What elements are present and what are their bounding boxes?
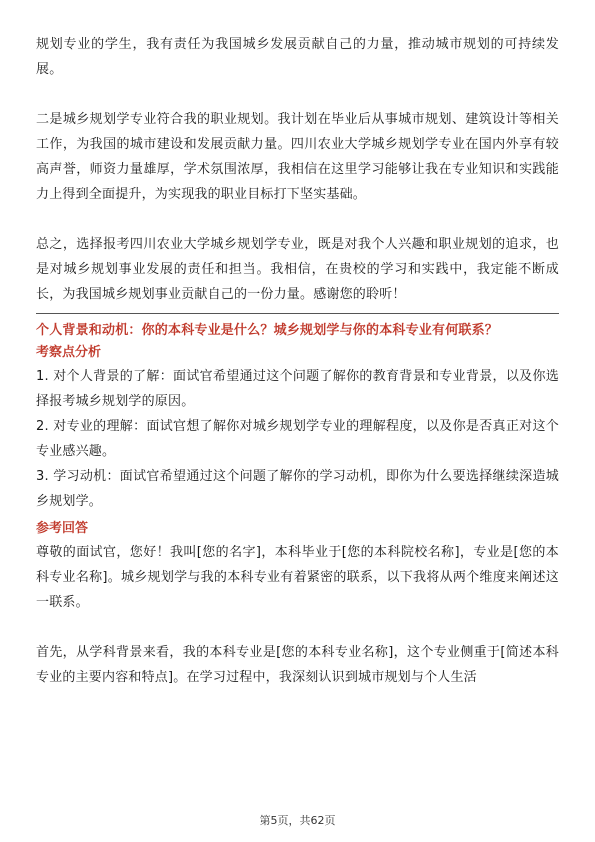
section-divider xyxy=(36,313,559,314)
question-title: 个人背景和动机：你的本科专业是什么？城乡规划学与你的本科专业有何联系？ xyxy=(36,323,499,338)
analysis-item: 3. 学习动机：面试官希望通过这个问题了解你的学习动机，即你为什么要选择继续深造城乡规划学。 xyxy=(36,469,559,509)
paragraph-spacer xyxy=(36,207,559,232)
paragraph-spacer xyxy=(36,82,559,107)
paragraph-spacer xyxy=(36,615,559,640)
analysis-heading: 考察点分析 xyxy=(36,345,102,360)
page-number-footer: 第5页，共62页 xyxy=(259,814,336,827)
intro-paragraph: 二是城乡规划学专业符合我的职业规划。我计划在毕业后从事城市规划、建筑设计等相关工作，为我国的城市建设和发展贡献力量。四川农业大学城乡规划学专业在国内外享有较高声誉，师资力量雄厚，学术氛围浓厚，我相信在这里学习能够让我在专业知识和实践能力上得到全面提升，为实现我的职业目标打下坚实基础。 xyxy=(36,112,559,202)
answer-paragraph: 尊敬的面试官，您好！我叫[您的名字]，本科毕业于[您的本科院校名称]，专业是[您的本科专业名称]。城乡规划学与我的本科专业有着紧密的联系，以下我将从两个维度来阐述这一联系。 xyxy=(36,545,559,610)
intro-paragraph: 总之，选择报考四川农业大学城乡规划学专业，既是对我个人兴趣和职业规划的追求，也是对城乡规划事业发展的责任和担当。我相信，在贵校的学习和实践中，我定能不断成长，为我国城乡规划事业贡献自己的一份力量。感谢您的聆听！ xyxy=(36,237,559,302)
intro-paragraph: 规划专业的学生，我有责任为我国城乡发展贡献自己的力量，推动城市规划的可持续发展。 xyxy=(36,37,559,77)
analysis-list xyxy=(36,364,559,514)
analysis-item: 1. 对个人背景的了解：面试官希望通过这个问题了解你的教育背景和专业背景，以及你选择报考城乡规划学的原因。 xyxy=(36,369,559,409)
answer-paragraph: 首先，从学科背景来看，我的本科专业是[您的本科专业名称]，这个专业侧重于[简述本科专业的主要内容和特点]。在学习过程中，我深刻认识到城市规划与个人生活 xyxy=(36,645,559,685)
page-content xyxy=(36,32,559,690)
answer-heading: 参考回答 xyxy=(36,521,89,536)
analysis-item: 2. 对专业的理解：面试官想了解你对城乡规划学专业的理解程度，以及你是否真正对这个专业感兴趣。 xyxy=(36,419,559,459)
